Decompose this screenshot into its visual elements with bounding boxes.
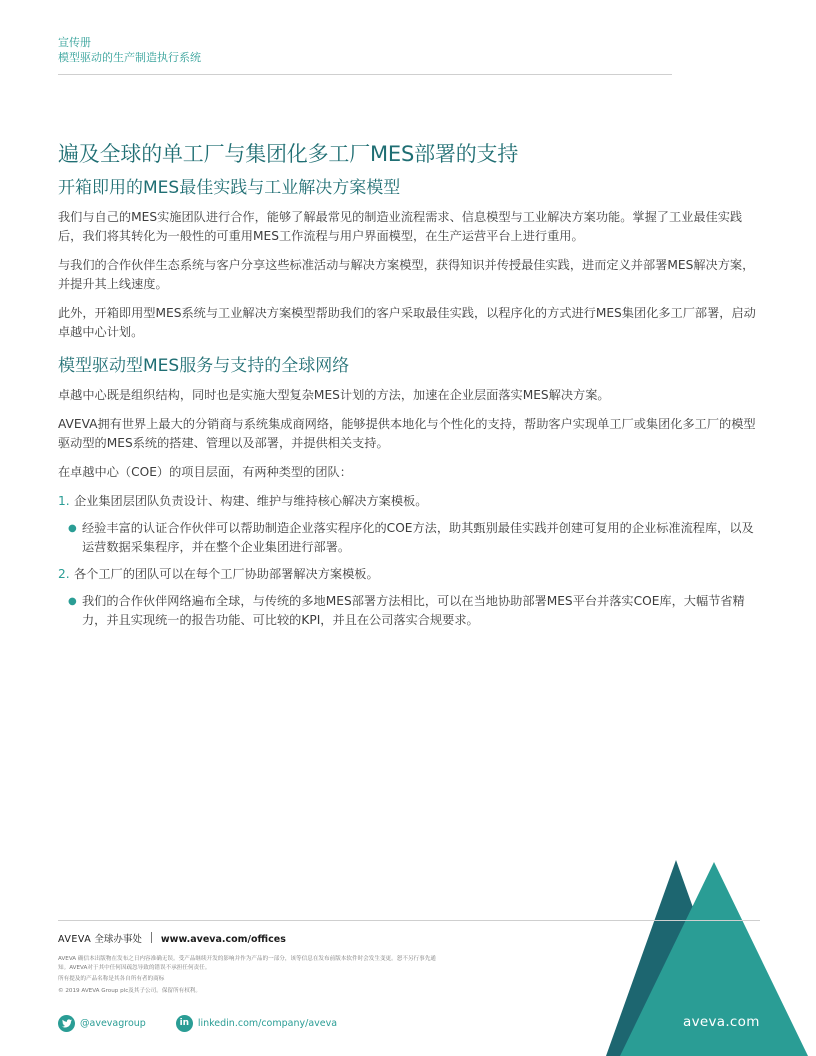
offices-line [58,932,760,947]
bullet-icon: ● [68,523,77,534]
section1-heading: 开箱即用的MES最佳实践与工业解决方案模型 [58,178,401,198]
legal-disclaimer: AVEVA 确信本出版物在发布之日内容准确无误。受产品继续开发的影响并作为产品的一部分，该等信息在发布前版本软件时会发生变更。恕不另行事先通知。AVEVA对于其中任何因疏忽导致的错误不承担任何责任。 [58,956,436,971]
section1-paragraph: 我们与自己的MES实施团队进行合作，能够了解最常见的制造业流程需求、信息模型与工业解决方案功能。掌握了工业最佳实践后，我们将其转化为一般性的可重用MES工作流程与用户界面模型，在生产运营平台上进行重用。 [58,210,743,243]
twitter-icon[interactable] [58,1015,75,1032]
list-item-text: 各个工厂的团队可以在每个工厂协助部署解决方案模板。 [74,567,379,581]
brand-name: AVEVA [58,934,92,945]
section2-paragraph: AVEVA拥有世界上最大的分销商与系统集成商网络，能够提供本地化与个性化的支持，帮助客户实现单工厂或集团化多工厂的模型驱动型的MES系统的搭建、管理以及部署，并提供相关支持。 [58,417,756,450]
section2-paragraph: 在卓越中心（COE）的项目层面，有两种类型的团队： [58,465,352,479]
bullet-text: 我们的合作伙伴网络遍布全球，与传统的多地MES部署方法相比，可以在当地协助部署MES平台并落实COE库，大幅节省精力，并且实现统一的报告功能、可比较的KPI，并且在公司落实合规要求。 [82,594,745,627]
bullet-icon: ● [68,596,77,607]
list-number: 2. [58,567,70,581]
footer-divider [58,920,760,921]
social-links [58,1014,337,1032]
legal-text [58,955,438,995]
offices-label: 全球办事处 [94,934,142,945]
page-title: 遍及全球的单工厂与集团化多工厂MES部署的支持 [58,142,519,166]
doc-type: 宣传册 [58,36,91,49]
legal-trademark: 所有提及的产品名称是其各自所有者的商标 [58,976,165,982]
list-number: 1. [58,494,70,508]
section1-paragraph: 此外，开箱即用型MES系统与工业解决方案模型帮助我们的客户采取最佳实践，以程序化的方式进行MES集团化多工厂部署，启动卓越中心计划。 [58,306,756,339]
bullet-text: 经验丰富的认证合作伙伴可以帮助制造企业落实程序化的COE方法，助其甄别最佳实践并创建可复用的企业标准流程库，以及运营数据采集程序，并在整个企业集团进行部署。 [82,521,754,554]
website-link[interactable]: aveva.com [683,1014,760,1030]
list-item-text: 企业集团层团队负责设计、构建、维护与维持核心解决方案模板。 [74,494,428,508]
linkedin-link[interactable]: linkedin.com/company/aveva [197,1017,338,1029]
section1-paragraph: 与我们的合作伙伴生态系统与客户分享这些标准活动与解决方案模型，获得知识并传授最佳实践，进而定义并部署MES解决方案，并提升其上线速度。 [58,258,755,291]
doc-subtitle: 模型驱动的生产制造执行系统 [58,51,201,64]
twitter-handle[interactable]: @avevagroup [80,1017,146,1029]
section2-heading: 模型驱动型MES服务与支持的全球网络 [58,356,350,376]
section2-paragraph: 卓越中心既是组织结构，同时也是实施大型复杂MES计划的方法，加速在企业层面落实MES解决方案。 [58,388,610,402]
legal-copyright: © 2019 AVEVA Group plc及其子公司。保留所有权利。 [58,987,201,994]
offices-link[interactable]: www.aveva.com/offices [160,934,286,945]
separator [151,932,152,943]
page-footer [58,920,760,995]
linkedin-icon[interactable]: in [176,1015,193,1032]
